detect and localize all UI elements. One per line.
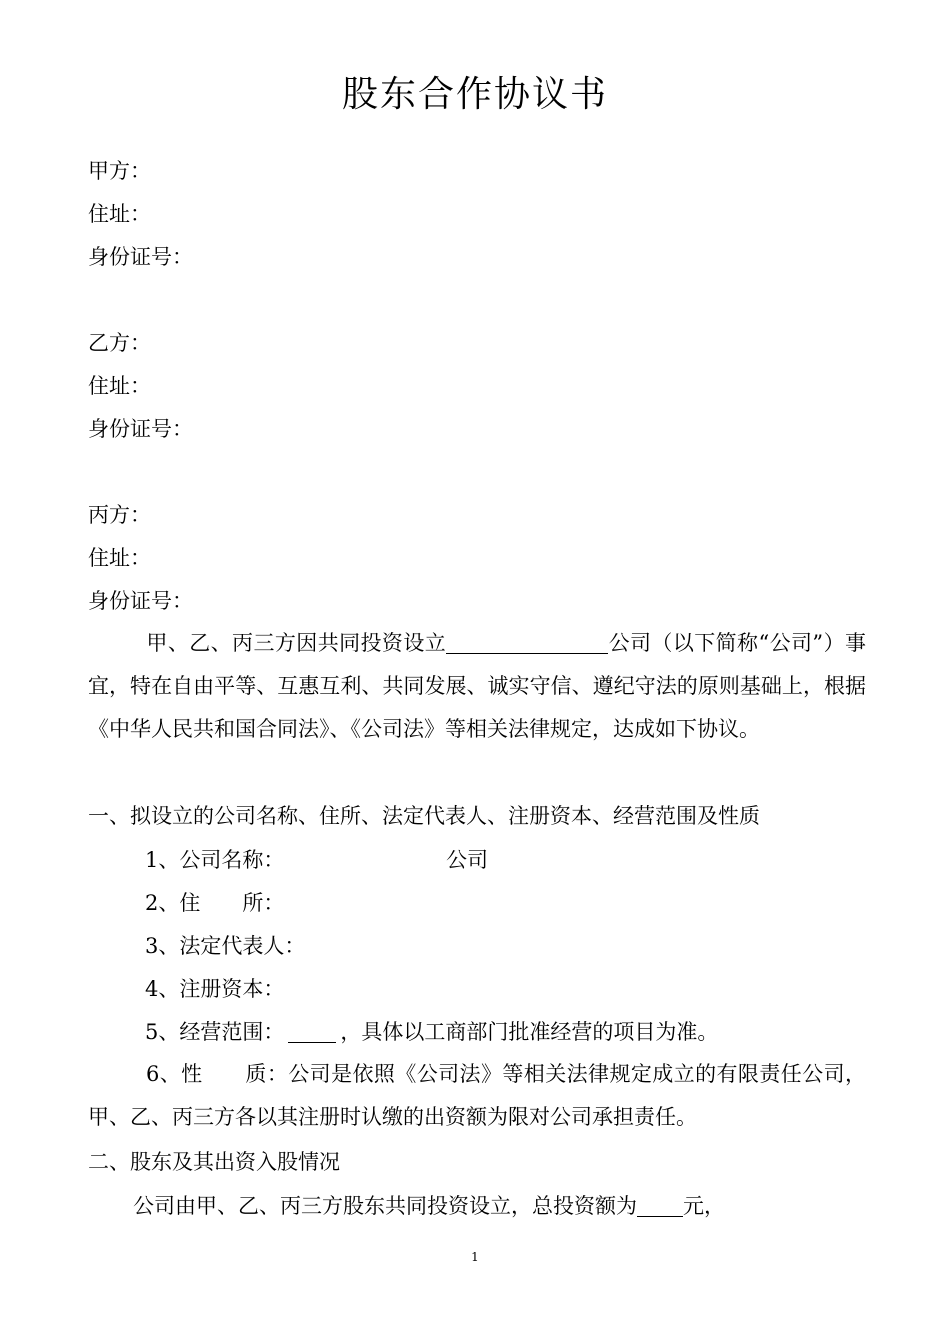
section2-heading: 二、股东及其出资入股情况 xyxy=(88,1150,340,1174)
party-c-address-label: 住址： xyxy=(88,546,151,570)
item1-label: 1、公司名称： xyxy=(145,848,285,872)
party-a-name-label: 甲方： xyxy=(88,159,151,183)
party-b-id-label: 身份证号： xyxy=(88,417,193,441)
business-scope-blank xyxy=(288,1020,336,1043)
section2-first-line xyxy=(133,1191,725,1221)
section2-text-after: 元， xyxy=(683,1194,725,1218)
item4-label: 4、注册资本： xyxy=(145,977,285,1001)
party-c-id-label: 身份证号： xyxy=(88,589,193,613)
item5-label: 5、经营范围： xyxy=(145,1020,285,1044)
page-number: 1 xyxy=(471,1250,479,1264)
company-name-blank xyxy=(446,631,608,654)
preamble-paragraph xyxy=(88,622,866,751)
preamble-part1: 甲、乙、丙三方因共同投资设立 xyxy=(146,631,447,655)
party-c-name-label: 丙方： xyxy=(88,503,151,527)
preamble-part2: 公司（以下简称“公司”）事宜，特在自由平等、互惠互利、共同发展、诚实守信、遵纪守法的原则基础上，根据《中华人民共和国合同法》、《公司法》等相关法律规定，达成如下协议。 xyxy=(88,631,866,741)
item2-label: 2、住 所： xyxy=(145,891,285,915)
item6-text: 6、性 质：公司是依照《公司法》等相关法律规定成立的有限责任公司，甲、乙、丙三方各以其注册时认缴的出资额为限对公司承担责任。 xyxy=(88,1062,866,1129)
party-a-id-label: 身份证号： xyxy=(88,245,193,269)
item6-paragraph xyxy=(88,1053,866,1139)
item1-suffix: 公司 xyxy=(446,848,488,872)
section1-heading: 一、拟设立的公司名称、住所、法定代表人、注册资本、经营范围及性质 xyxy=(88,804,760,828)
item5-suffix: ，具体以工商部门批准经营的项目为准。 xyxy=(340,1020,719,1044)
party-b-name-label: 乙方： xyxy=(88,331,151,355)
item5-line xyxy=(145,1017,718,1047)
party-a-address-label: 住址： xyxy=(88,202,151,226)
party-b-address-label: 住址： xyxy=(88,374,151,398)
document-title: 股东合作协议书 xyxy=(341,74,608,115)
section2-text-before: 公司由甲、乙、丙三方股东共同投资设立，总投资额为 xyxy=(133,1194,637,1218)
item3-label: 3、法定代表人： xyxy=(145,934,306,958)
total-investment-blank xyxy=(637,1194,683,1217)
